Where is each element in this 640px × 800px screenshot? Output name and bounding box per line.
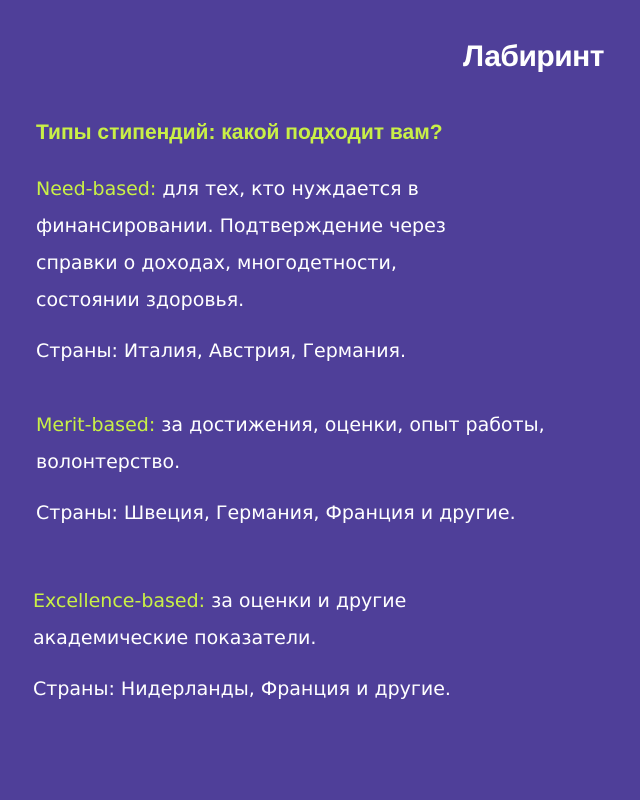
scholarship-type-excellence-based	[33, 583, 613, 708]
scholarship-keyword: Need-based:	[36, 178, 157, 200]
scholarship-description	[36, 407, 556, 481]
scholarship-description-text: для тех, кто нуждается в финансировании. Подтверждение через справки о доходах, многодетности, состоянии здоровья.	[36, 178, 446, 311]
scholarship-keyword: Excellence-based:	[33, 590, 206, 612]
scholarship-countries: Страны: Нидерланды, Франция и другие.	[33, 678, 451, 700]
scholarship-description	[36, 171, 476, 319]
scholarship-description-text: за оценки и другие академические показатели.	[33, 590, 407, 649]
brand-logo: Лабиринт	[462, 40, 604, 73]
scholarship-keyword: Merit-based:	[36, 414, 156, 436]
scholarship-countries: Страны: Швеция, Германия, Франция и другие.	[36, 502, 516, 524]
scholarship-description-text: за достижения, оценки, опыт работы, волонтерство.	[36, 414, 545, 473]
scholarship-type-need-based	[36, 171, 616, 370]
scholarship-countries: Страны: Италия, Австрия, Германия.	[36, 340, 407, 362]
scholarship-description	[33, 583, 533, 657]
scholarship-type-merit-based	[36, 407, 616, 532]
page-title: Типы стипендий: какой подходит вам?	[36, 121, 443, 144]
